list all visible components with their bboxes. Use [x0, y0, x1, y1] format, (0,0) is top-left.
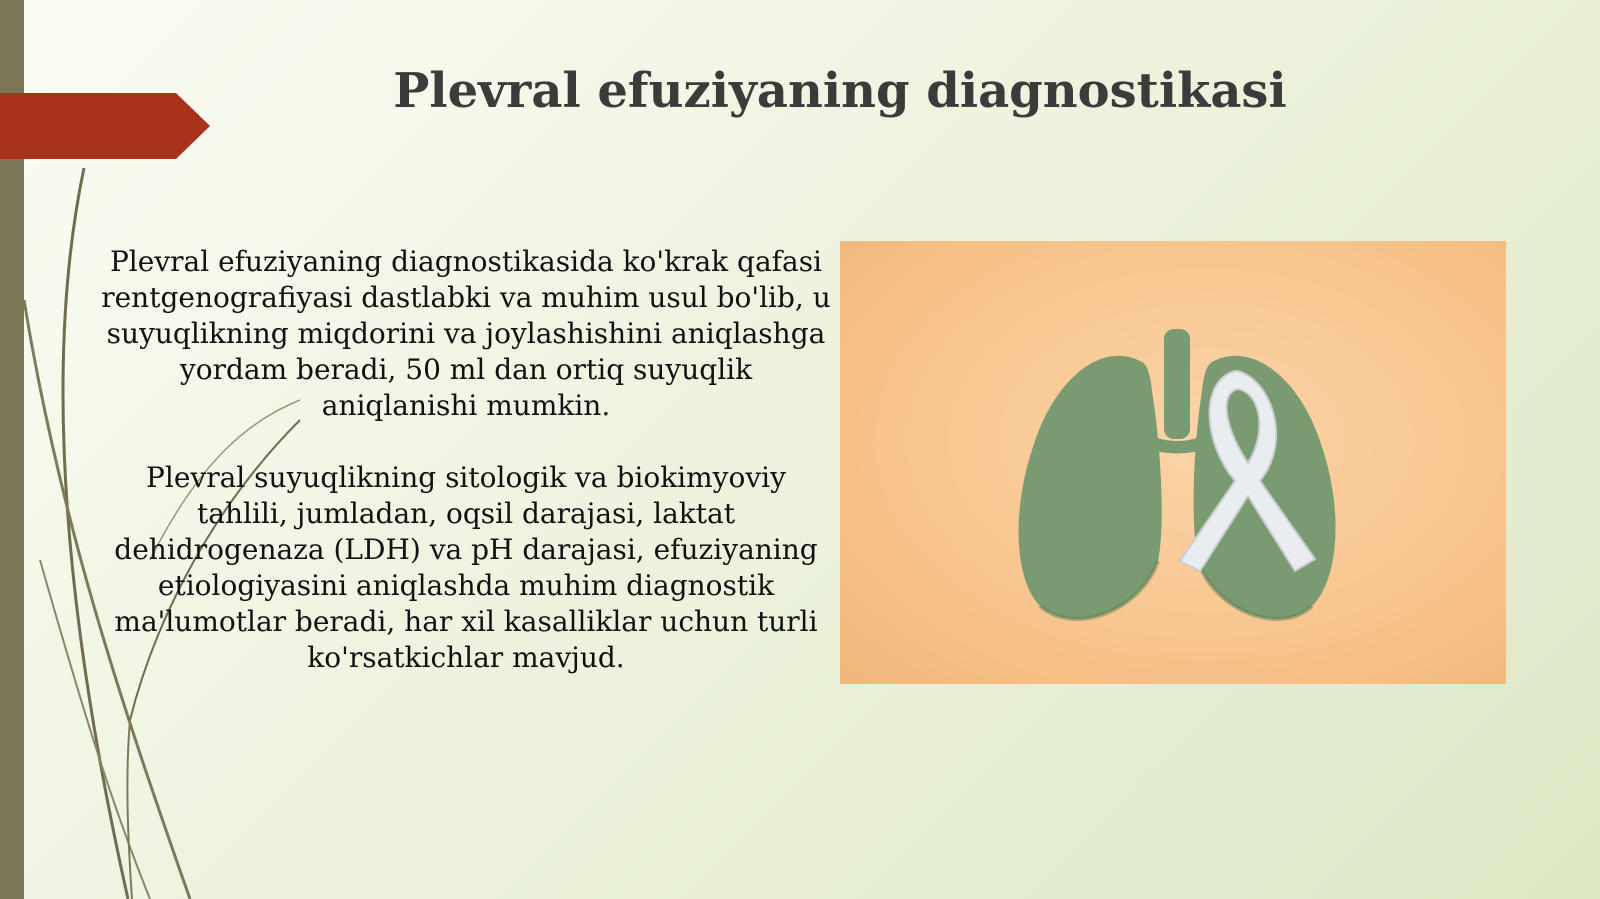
- lungs-ribbon-icon: [840, 241, 1506, 684]
- slide-title: Plevral efuziyaning diagnostikasi: [393, 63, 1287, 119]
- paragraph-1: Plevral efuziyaning diagnostikasida ko'krak qafasi rentgenografiyasi dastlabki va muhim usul bo'lib, u suyuqlikning miqdorini va joylashishini aniqlashga yordam beradi, 50 ml dan ortiq suyuqlik aniqlanishi mumkin.: [101, 245, 831, 422]
- title-arrow-tab: [0, 93, 210, 159]
- paragraph-2: Plevral suyuqlikning sitologik va biokimyoviy tahlili, jumladan, oqsil darajasi, laktat dehidrogenaza (LDH) va pH darajasi, efuziyaning etiologiyasini aniqlashda muhim diagnostik ma'lumotlar beradi, har xil kasalliklar uchun turli ko'rsatkichlar mavjud.: [114, 461, 818, 674]
- lungs-image: [840, 241, 1506, 684]
- slide-body: [100, 244, 832, 712]
